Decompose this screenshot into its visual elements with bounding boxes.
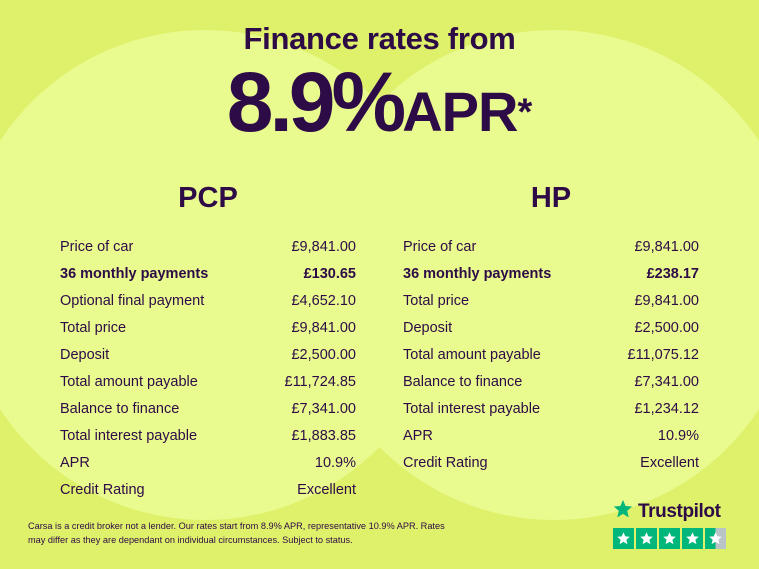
row-label: Optional final payment — [60, 292, 205, 309]
row-label: Price of car — [403, 238, 477, 255]
table-row — [401, 449, 701, 476]
table-row — [401, 341, 701, 368]
table-row — [401, 368, 701, 395]
row-value: £11,075.12 — [627, 346, 699, 363]
table-row — [401, 314, 701, 341]
trustpilot-rating[interactable] — [613, 499, 733, 549]
star-icon — [636, 528, 657, 549]
row-label: APR — [403, 427, 433, 444]
row-value: £9,841.00 — [634, 238, 699, 255]
row-label: Credit Rating — [60, 481, 145, 498]
star-icon — [613, 528, 634, 549]
table-row — [401, 233, 701, 260]
table-row — [58, 260, 358, 287]
row-label: Total amount payable — [403, 346, 541, 363]
table-row — [401, 395, 701, 422]
table-row — [58, 233, 358, 260]
trustpilot-stars — [613, 528, 733, 549]
finance-column-hp — [401, 182, 701, 503]
row-value: Excellent — [297, 481, 356, 498]
column-title-hp: HP — [530, 182, 572, 215]
rate-asterisk: * — [517, 91, 533, 134]
row-value: £2,500.00 — [291, 346, 356, 363]
row-label: Total price — [403, 292, 470, 309]
trustpilot-logo — [613, 499, 733, 524]
table-row — [58, 341, 358, 368]
row-label: Total amount payable — [60, 373, 198, 390]
row-label: Balance to finance — [403, 373, 523, 390]
trustpilot-name: Trustpilot — [638, 500, 721, 522]
column-title-pcp: PCP — [178, 182, 238, 215]
rate-headline — [0, 55, 759, 150]
row-label: Price of car — [60, 238, 134, 255]
row-label: 36 monthly payments — [403, 265, 552, 282]
row-label: Credit Rating — [403, 454, 488, 471]
row-value: Excellent — [640, 454, 699, 471]
table-row — [58, 395, 358, 422]
star-half-icon — [705, 528, 726, 549]
table-row — [401, 422, 701, 449]
table-row — [401, 260, 701, 287]
star-icon — [659, 528, 680, 549]
rate-apr-label: APR — [402, 80, 518, 144]
table-row — [58, 287, 358, 314]
row-value: £1,234.12 — [634, 400, 699, 417]
finance-column-pcp — [58, 182, 358, 503]
row-label: Deposit — [60, 346, 110, 363]
row-value: £7,341.00 — [291, 400, 356, 417]
star-icon — [682, 528, 703, 549]
row-value: 10.9% — [314, 454, 356, 471]
row-label: Deposit — [403, 319, 453, 336]
row-label: APR — [60, 454, 90, 471]
rate-percentage: 8.9% — [226, 55, 403, 150]
row-value: £9,841.00 — [291, 319, 356, 336]
table-row — [58, 449, 358, 476]
page-title: Finance rates from — [243, 21, 516, 56]
row-value: £1,883.85 — [291, 427, 356, 444]
row-label: Total interest payable — [60, 427, 198, 444]
row-value: £11,724.85 — [284, 373, 356, 390]
table-row — [401, 287, 701, 314]
footer — [0, 499, 759, 569]
row-value: £4,652.10 — [291, 292, 356, 309]
row-label: Total price — [60, 319, 127, 336]
row-value: £130.65 — [303, 265, 356, 282]
row-value: £7,341.00 — [634, 373, 699, 390]
row-value: £238.17 — [646, 265, 699, 282]
row-value: 10.9% — [657, 427, 699, 444]
row-label: Balance to finance — [60, 400, 180, 417]
row-value: £9,841.00 — [291, 238, 356, 255]
trustpilot-star-icon — [613, 499, 633, 524]
table-row — [58, 314, 358, 341]
finance-comparison — [0, 182, 759, 503]
row-label: 36 monthly payments — [60, 265, 209, 282]
row-value: £9,841.00 — [634, 292, 699, 309]
row-value: £2,500.00 — [634, 319, 699, 336]
row-label: Total interest payable — [403, 400, 541, 417]
table-row — [58, 368, 358, 395]
table-row — [58, 422, 358, 449]
disclaimer-text: Carsa is a credit broker not a lender. Our rates start from 8.9% APR, representative 10.9% APR. Rates may differ as they are dependant on individual circumstances. Subject to status. — [28, 520, 445, 545]
